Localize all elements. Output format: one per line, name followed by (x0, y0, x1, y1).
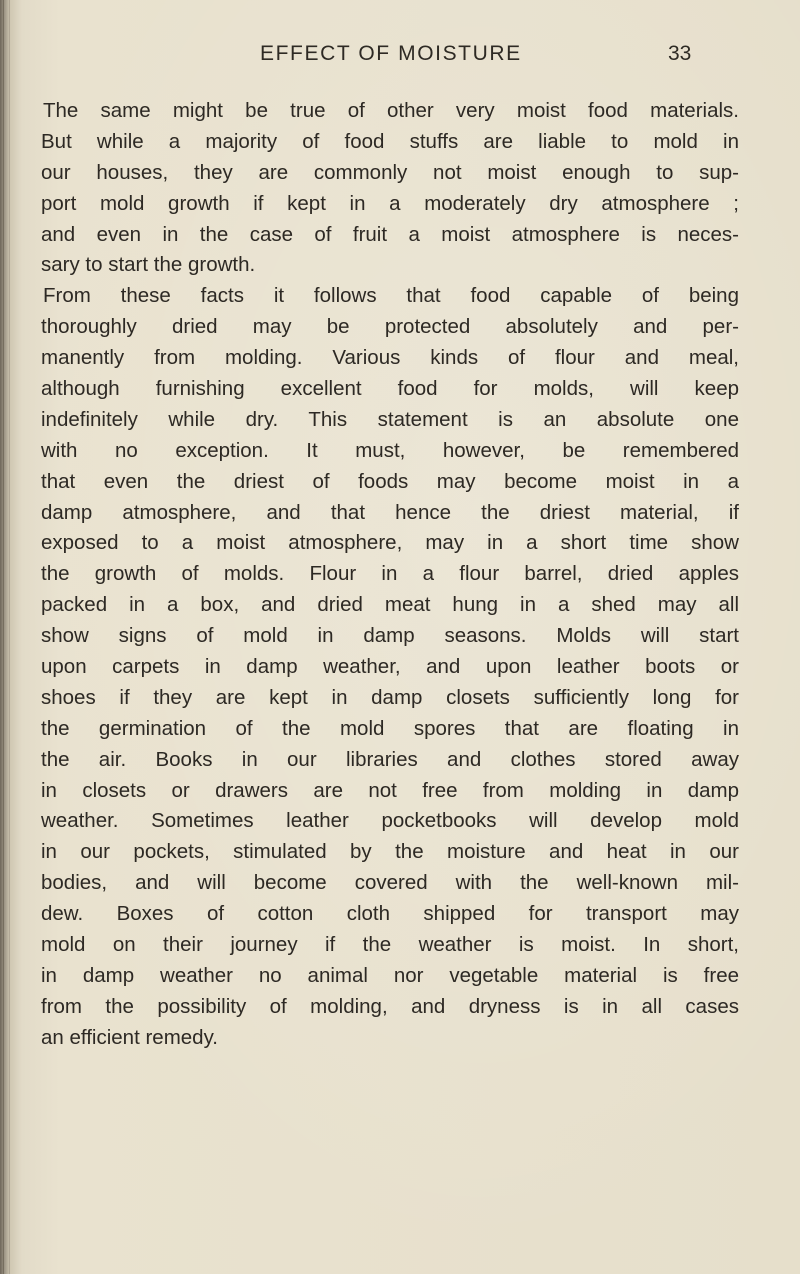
text-line: exposed to a moist atmosphere, may in a short time show (41, 531, 739, 555)
text-line: from the possibility of molding, and dryness is in all cases (41, 994, 739, 1018)
text-line: the germination of the mold spores that are floating in (41, 716, 739, 740)
text-line: shoes if they are kept in damp closets sufficiently long for (41, 685, 739, 709)
text-line: port mold growth if kept in a moderately dry atmosphere ; (41, 191, 739, 215)
body-text (41, 96, 739, 1054)
text-line: mold on their journey if the weather is moist. In short, (41, 933, 739, 957)
text-line: an efficient remedy. (41, 1025, 219, 1049)
running-head: EFFECT OF MOISTURE (260, 42, 522, 65)
text-line: although furnishing excellent food for molds, will keep (41, 377, 739, 401)
text-line: thoroughly dried may be protected absolutely and per- (41, 315, 739, 339)
text-line: sary to start the growth. (41, 253, 256, 277)
text-line: the air. Books in our libraries and clothes stored away (41, 747, 739, 771)
text-line: upon carpets in damp weather, and upon leather boots or (41, 655, 739, 679)
text-line: bodies, and will become covered with the well-known mil- (41, 871, 739, 895)
text-line: damp atmosphere, and that hence the driest material, if (41, 500, 739, 524)
text-line: indefinitely while dry. This statement is an absolute one (41, 407, 739, 431)
text-line: in damp weather no animal nor vegetable material is free (41, 963, 739, 987)
text-line: But while a majority of food stuffs are liable to mold in (41, 129, 739, 153)
page-gutter-shadow (9, 0, 10, 1274)
text-line: packed in a box, and dried meat hung in a shed may all (41, 593, 739, 617)
text-line: and even in the case of fruit a moist atmosphere is neces- (41, 222, 739, 246)
text-line: the growth of molds. Flour in a flour barrel, dried apples (41, 562, 739, 586)
page-number: 33 (668, 42, 692, 65)
text-line: that even the driest of foods may become moist in a (41, 469, 739, 493)
page-gutter-edge (3, 0, 4, 1274)
text-line: The same might be true of other very moist food materials. (43, 99, 739, 122)
text-line: with no exception. It must, however, be remembered (41, 438, 739, 462)
text-line: dew. Boxes of cotton cloth shipped for transport may (41, 902, 739, 926)
text-line: show signs of mold in damp seasons. Molds will start (41, 624, 739, 648)
text-line: in closets or drawers are not free from molding in damp (41, 778, 739, 802)
text-line: in our pockets, stimulated by the moisture and heat in our (41, 840, 739, 864)
text-line: weather. Sometimes leather pocketbooks will develop mold (41, 809, 739, 833)
text-line: manently from molding. Various kinds of flour and meal, (41, 346, 739, 370)
page-header (0, 42, 800, 76)
text-line: From these facts it follows that food capable of being (43, 284, 739, 308)
text-line: our houses, they are commonly not moist enough to sup- (41, 160, 739, 184)
